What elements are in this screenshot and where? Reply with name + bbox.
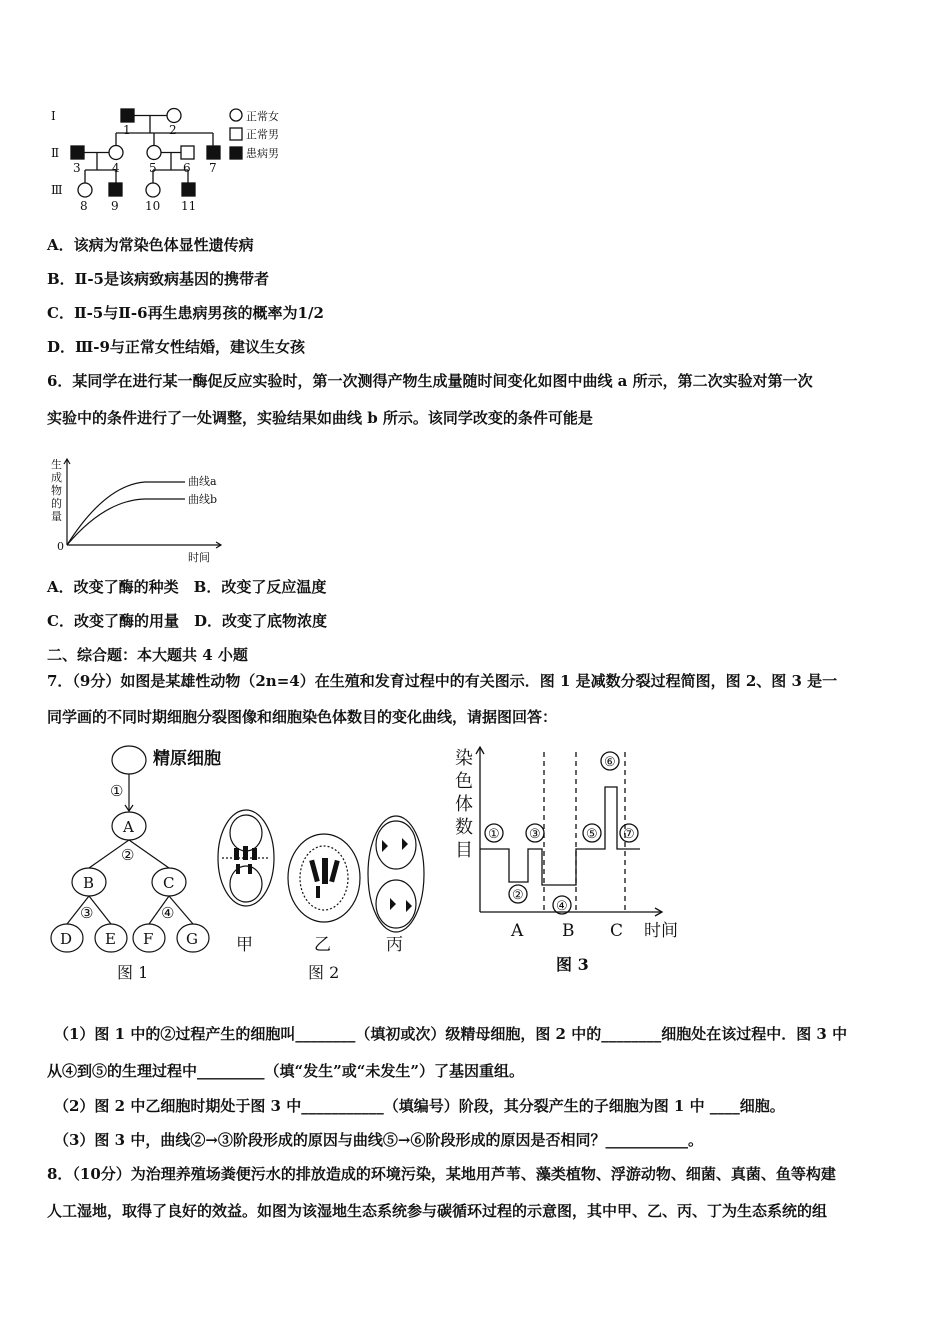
fig3-ylabel: 目 bbox=[455, 840, 473, 861]
q7-stem-line1: 7．（9分）如图是某雄性动物（2n=4）在生殖和发育过程中的有关图示．图 1 是减数分裂过程简图，图 2、图 3 是一 bbox=[47, 672, 838, 690]
cell-label: C bbox=[163, 874, 175, 892]
pedigree-iii8-normal-female bbox=[78, 183, 92, 197]
q7-stem-line2: 同学画的不同时期细胞分裂图像和细胞染色体数目的变化曲线，请据图回答： bbox=[47, 708, 558, 726]
fig2-caption: 图 2 bbox=[308, 963, 340, 982]
q6-enzyme-graph bbox=[45, 455, 235, 567]
pedigree-i2-normal-female bbox=[167, 109, 181, 123]
segment-label: ⑥ bbox=[604, 755, 616, 770]
pedigree-num: 7 bbox=[209, 161, 217, 175]
pedigree-ii7-affected-male bbox=[207, 146, 220, 159]
fig3-ylabel: 色 bbox=[455, 771, 473, 792]
pedigree-num: 2 bbox=[169, 123, 177, 137]
segment-label: ① bbox=[488, 827, 500, 842]
fig3-caption: 图 3 bbox=[556, 955, 589, 974]
segment-label: ④ bbox=[556, 899, 568, 914]
curve-a-label: 曲线a bbox=[188, 475, 217, 488]
fig2-label-bing: 丙 bbox=[386, 935, 403, 955]
curve-b-label: 曲线b bbox=[188, 493, 218, 506]
curve-a bbox=[67, 482, 185, 545]
cell-bing bbox=[368, 816, 424, 932]
fig2-label-jia: 甲 bbox=[236, 935, 253, 955]
q7-sub1-line2: 从④到⑤的生理过程中_________（填“发生”或“未发生”）了基因重组。 bbox=[47, 1062, 525, 1080]
legend-label: 正常男 bbox=[246, 128, 279, 141]
segment-label: ⑦ bbox=[623, 827, 635, 842]
pedigree-i1-affected-male bbox=[121, 109, 134, 122]
pedigree-num: 9 bbox=[111, 199, 119, 213]
cell-label: F bbox=[143, 930, 154, 948]
q7-figure2 bbox=[212, 800, 442, 985]
q6-stem-line1: 6．某同学在进行某一酶促反应实验时，第一次测得产物生成量随时间变化如图中曲线 a 所示，第二次实验对第一次 bbox=[47, 372, 813, 390]
pedigree-num: 5 bbox=[149, 161, 157, 175]
segment-label: ⑤ bbox=[586, 827, 598, 842]
q7-sub1-line1: （1）图 1 中的②过程产生的细胞叫________（填初或次）级精母细胞，图 2 中的________细胞处在该过程中．图 3 中 bbox=[54, 1025, 848, 1043]
gen-label-1: Ⅰ bbox=[51, 109, 56, 123]
legend-female-symbol bbox=[230, 109, 242, 121]
legend-label: 患病男 bbox=[246, 147, 279, 160]
fig2-label-yi: 乙 bbox=[314, 935, 331, 955]
q6-stem-line2: 实验中的条件进行了一处调整，实验结果如曲线 b 所示。该同学改变的条件可能是 bbox=[47, 409, 593, 427]
fig3-ylabel: 数 bbox=[455, 817, 473, 838]
pedigree-chart bbox=[45, 100, 305, 218]
step-label: ① bbox=[110, 782, 124, 800]
pedigree-ii5-normal-female bbox=[147, 146, 161, 160]
pedigree-num: 3 bbox=[73, 161, 81, 175]
q5-option-c: C．Ⅱ-5与Ⅱ-6再生患病男孩的概率为1/2 bbox=[47, 304, 324, 322]
q6-options-row2: C．改变了酶的用量 D．改变了底物浓度 bbox=[47, 612, 327, 630]
cell-label: E bbox=[105, 930, 116, 948]
graph-ylabel: 生 bbox=[51, 458, 62, 471]
curve-b bbox=[67, 499, 185, 545]
cell-label: B bbox=[83, 874, 95, 892]
fig3-xlabel: 时间 bbox=[644, 921, 678, 941]
cell-label: G bbox=[186, 930, 198, 948]
chromosome-count-line bbox=[480, 787, 640, 885]
pedigree-ii4-normal-female bbox=[109, 146, 123, 160]
fig3-xtick: A bbox=[511, 921, 524, 941]
step-label: ④ bbox=[161, 904, 175, 922]
pedigree-num: 1 bbox=[123, 123, 131, 137]
fig3-xtick: C bbox=[610, 921, 624, 941]
cell-label: D bbox=[60, 930, 73, 948]
q7-sub3: （3）图 3 中，曲线②→③阶段形成的原因与曲线⑤→⑥阶段形成的原因是否相同？___________。 bbox=[54, 1131, 703, 1149]
q6-options-row1: A．改变了酶的种类 B．改变了反应温度 bbox=[47, 578, 327, 596]
pedigree-iii9-affected-male bbox=[109, 183, 122, 196]
fig1-title: 精原细胞 bbox=[153, 749, 221, 769]
graph-ylabel: 量 bbox=[51, 510, 62, 523]
spermatogonium-cell bbox=[112, 746, 146, 774]
q8-stem-line1: 8．（10分）为治理养殖场粪便污水的排放造成的环境污染，某地用芦苇、藻类植物、浮游动物、细菌、真菌、鱼等构建 bbox=[47, 1165, 836, 1183]
segment-label: ② bbox=[512, 888, 524, 903]
fig1-caption: 图 1 bbox=[117, 963, 149, 982]
graph-xlabel: 时间 bbox=[188, 551, 210, 564]
pedigree-num: 6 bbox=[183, 161, 191, 175]
pedigree-num: 4 bbox=[112, 161, 120, 175]
q5-option-a: A．该病为常染色体显性遗传病 bbox=[47, 236, 254, 254]
graph-origin: 0 bbox=[57, 540, 64, 553]
gen-label-3: Ⅲ bbox=[51, 183, 63, 197]
step-label: ② bbox=[121, 846, 135, 864]
q5-option-b: B．Ⅱ-5是该病致病基因的携带者 bbox=[47, 270, 269, 288]
legend-label: 正常女 bbox=[246, 110, 279, 123]
graph-ylabel: 物 bbox=[51, 484, 62, 497]
graph-ylabel: 成 bbox=[51, 471, 62, 484]
legend-normal-male-symbol bbox=[230, 128, 242, 140]
fig3-xtick: B bbox=[562, 921, 575, 941]
q7-figure1 bbox=[45, 740, 225, 985]
gen-label-2: Ⅱ bbox=[51, 146, 60, 160]
pedigree-num: 10 bbox=[145, 199, 161, 213]
pedigree-num: 11 bbox=[181, 199, 197, 213]
legend-affected-male-symbol bbox=[230, 147, 242, 159]
section-heading: 二、综合题：本大题共 4 小题 bbox=[47, 646, 248, 664]
pedigree-iii11-affected-male bbox=[182, 183, 195, 196]
segment-label: ③ bbox=[529, 827, 541, 842]
fig3-ylabel: 染 bbox=[455, 748, 473, 769]
graph-ylabel: 的 bbox=[51, 497, 62, 510]
q7-sub2: （2）图 2 中乙细胞时期处于图 3 中___________（填编号）阶段，其分裂产生的子细胞为图 1 中 ____细胞。 bbox=[54, 1097, 785, 1115]
pedigree-ii6-normal-male bbox=[181, 146, 194, 159]
step-label: ③ bbox=[80, 904, 94, 922]
pedigree-num: 8 bbox=[80, 199, 88, 213]
pedigree-iii10-normal-female bbox=[146, 183, 160, 197]
fig3-ylabel: 体 bbox=[455, 794, 473, 815]
cell-label: A bbox=[123, 818, 134, 836]
pedigree-ii3-affected-male bbox=[71, 146, 84, 159]
q7-figure3 bbox=[452, 742, 692, 982]
q8-stem-line2: 人工湿地，取得了良好的效益。如图为该湿地生态系统参与碳循环过程的示意图，其中甲、乙、丙、丁为生态系统的组 bbox=[47, 1202, 828, 1220]
q5-option-d: D．Ⅲ-9与正常女性结婚，建议生女孩 bbox=[47, 338, 305, 356]
